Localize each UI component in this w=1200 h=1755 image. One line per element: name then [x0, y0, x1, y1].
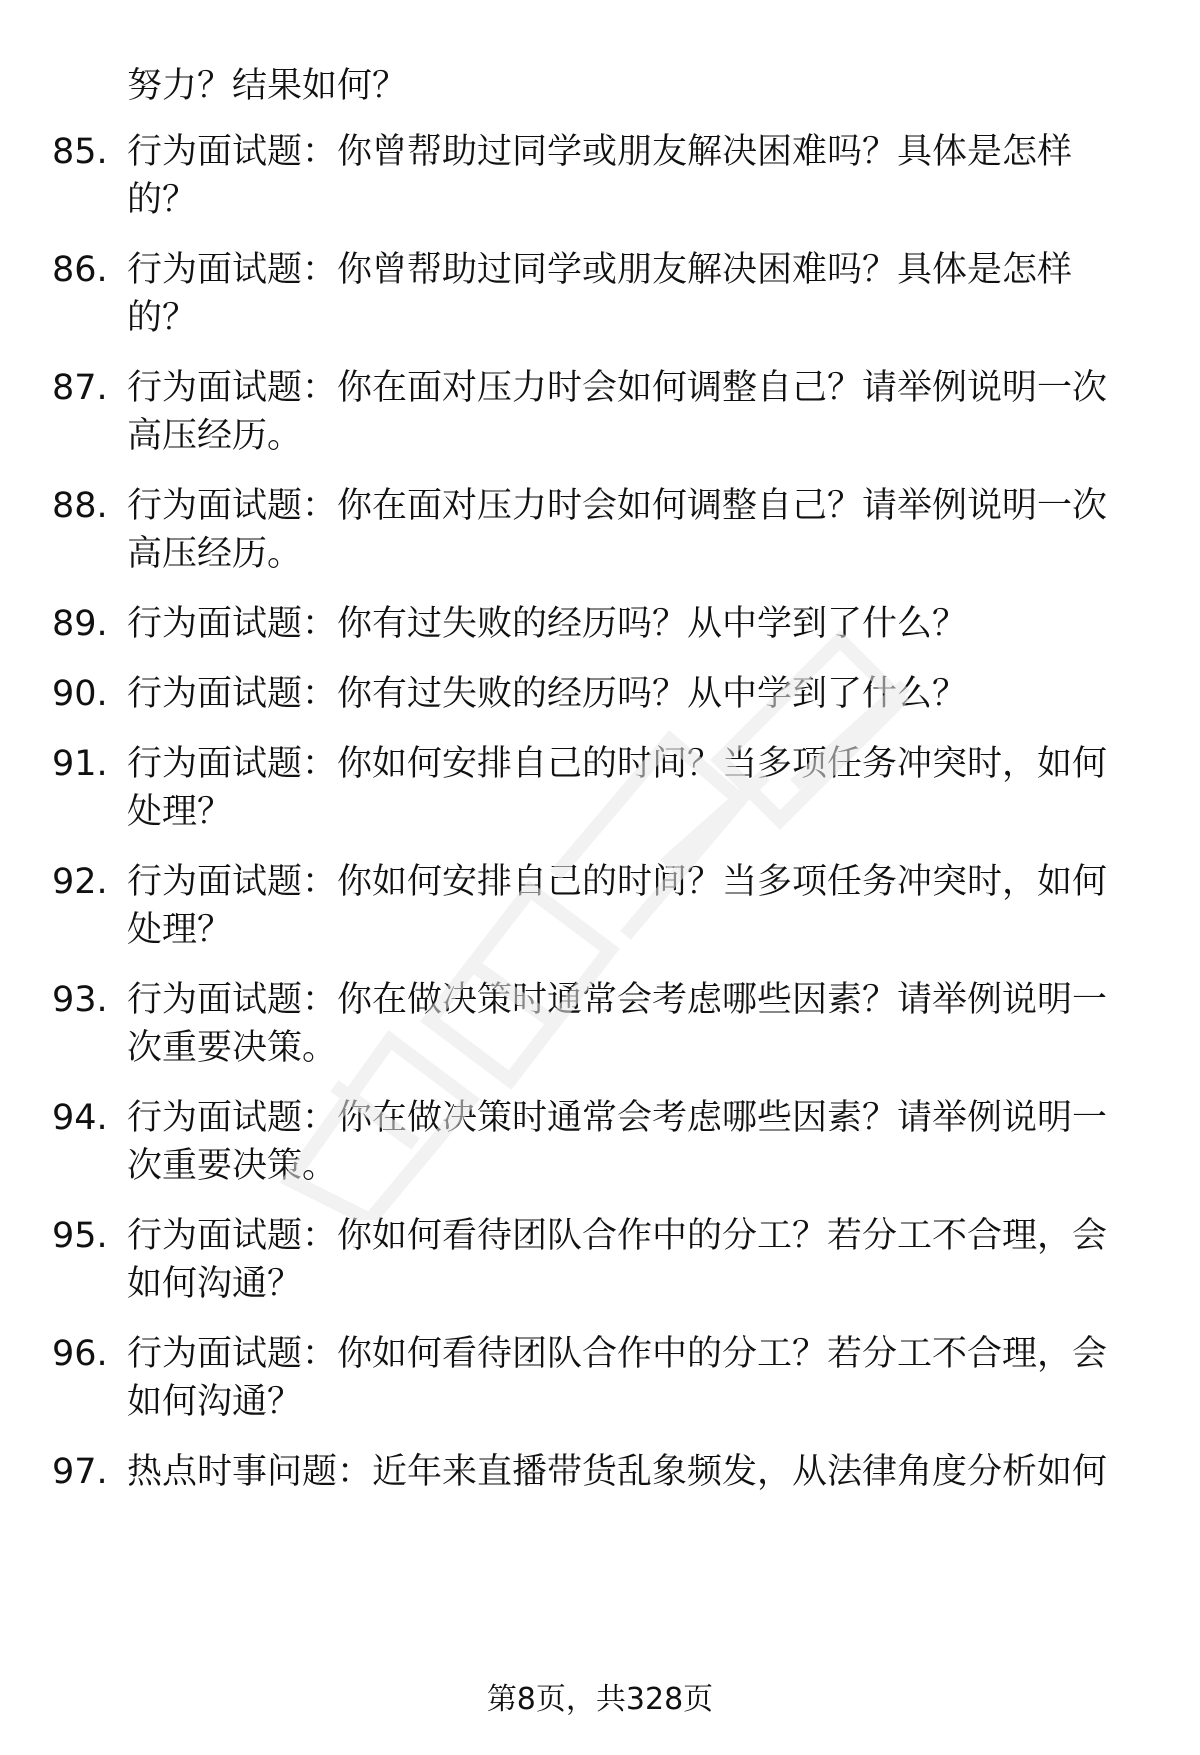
question-text: 行为面试题：你曾帮助过同学或朋友解决困难吗？具体是怎样 的？ [127, 250, 1073, 338]
question-number: 92. [52, 862, 108, 902]
question-text: 热点时事问题：近年来直播带货乱象频发，从法律角度分析如何 [127, 1452, 1108, 1492]
question-text: 行为面试题：你曾帮助过同学或朋友解决困难吗？具体是怎样 的？ [127, 132, 1073, 220]
question-number: 87. [52, 368, 108, 408]
question-number: 91. [52, 744, 108, 784]
question-text: 行为面试题：你在做决策时通常会考虑哪些因素？请举例说明一 次重要决策。 [127, 980, 1108, 1068]
question-number: 89. [52, 604, 108, 644]
question-number: 95. [52, 1216, 108, 1256]
question-text: 行为面试题：你如何安排自己的时间？当多项任务冲突时，如何 处理？ [127, 744, 1108, 832]
question-number: 86. [52, 250, 108, 290]
question-text: 行为面试题：你有过失败的经历吗？从中学到了什么？ [127, 674, 968, 714]
question-number: 88. [52, 486, 108, 526]
question-number: 96. [52, 1334, 108, 1374]
question-text: 行为面试题：你在做决策时通常会考虑哪些因素？请举例说明一 次重要决策。 [127, 1098, 1108, 1186]
continued-question-text: 努力？结果如何？ [127, 66, 408, 106]
question-number: 97. [52, 1452, 108, 1492]
question-text: 行为面试题：你如何安排自己的时间？当多项任务冲突时，如何 处理？ [127, 862, 1108, 950]
question-number: 85. [52, 132, 108, 172]
question-text: 行为面试题：你如何看待团队合作中的分工？若分工不合理，会 如何沟通？ [127, 1334, 1108, 1422]
question-text: 行为面试题：你有过失败的经历吗？从中学到了什么？ [127, 604, 968, 644]
question-number: 94. [52, 1098, 108, 1138]
page-footer: 第8页，共328页 [486, 1682, 714, 1717]
question-text: 行为面试题：你如何看待团队合作中的分工？若分工不合理，会 如何沟通？ [127, 1216, 1108, 1304]
question-number: 90. [52, 674, 108, 714]
question-text: 行为面试题：你在面对压力时会如何调整自己？请举例说明一次 高压经历。 [127, 368, 1108, 456]
question-text: 行为面试题：你在面对压力时会如何调整自己？请举例说明一次 高压经历。 [127, 486, 1108, 574]
question-number: 93. [52, 980, 108, 1020]
